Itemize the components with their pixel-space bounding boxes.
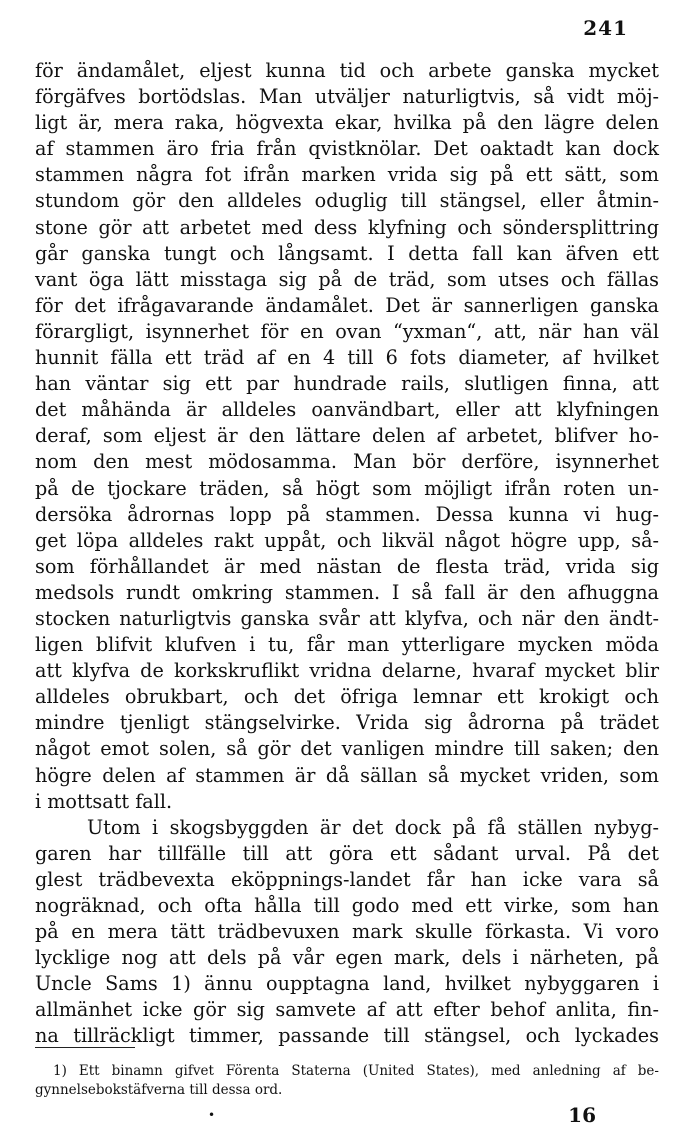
text-line: glest trädbevexta eköppnings-landet får han icke vara så bbox=[35, 867, 659, 891]
text-line: lycklige nog att dels på vår egen mark, dels i närheten, på bbox=[35, 946, 659, 970]
text-line: på en mera tätt trädbevuxen mark skulle förkasta. Vi voro bbox=[35, 920, 659, 944]
text-line: Uncle Sams 1) ännu oupptagna land, hvilket nybyggaren i bbox=[35, 972, 659, 996]
text-line: högre delen af stammen är då sällan så mycket vriden, som bbox=[35, 763, 659, 787]
footnote-divider bbox=[35, 1047, 135, 1048]
footnote-line: 1) Ett binamn gifvet Förenta Staterna (United States), med anledning af be- bbox=[53, 1063, 659, 1079]
text-line: allmänhet icke gör sig samvete af att efter behof anlita, fin- bbox=[35, 998, 659, 1022]
text-line: stocken naturligtvis ganska svår att klyfva, och när den ändt- bbox=[35, 606, 659, 630]
paragraph-first-line: Utom i skogsbyggden är det dock på få ställen nybyg- bbox=[87, 815, 659, 839]
text-line: af stammen äro fria från qvistknölar. Det oaktadt kan dock bbox=[35, 137, 659, 161]
text-line: förgäfves bortödslas. Man utväljer naturligtvis, så vidt möj- bbox=[35, 85, 659, 109]
text-line: ligen blifvit klufven i tu, får man ytterligare mycken möda bbox=[35, 633, 659, 657]
text-line: na tillräckligt timmer, passande till stängsel, och lyckades bbox=[35, 1024, 659, 1048]
footnote bbox=[35, 1062, 659, 1100]
text-line: alldeles obrukbart, och det öfriga lemnar ett krokigt och bbox=[35, 685, 659, 709]
text-line: get löpa alldeles rakt uppåt, och likväl något högre upp, så- bbox=[35, 528, 659, 552]
text-line: nogräknad, och ofta hålla till godo med ett virke, som han bbox=[35, 894, 659, 917]
text-line: som förhållandet är med nästan de flesta träd, vrida sig bbox=[35, 554, 659, 578]
page-number: 241 bbox=[583, 16, 628, 40]
text-line: ligt är, mera raka, högvexta ekar, hvilka på den lägre delen bbox=[35, 111, 659, 135]
text-line: för ändamålet, eljest kunna tid och arbete ganska mycket bbox=[35, 59, 659, 82]
text-line: han väntar sig ett par hundrade rails, slutligen finna, att bbox=[35, 372, 659, 396]
text-line: på de tjockare träden, så högt som möjligt ifrån roten un- bbox=[35, 476, 659, 500]
text-line: mindre tjenligt stängselvirke. Vrida sig ådrorna på trädet bbox=[35, 711, 659, 735]
text-line: deraf, som eljest är den lättare delen af arbetet, blifver ho- bbox=[35, 424, 659, 448]
text-line: vant öga lätt misstaga sig på de träd, som utses och fällas bbox=[35, 267, 659, 291]
text-line: det måhända är alldeles oanvändbart, eller att klyfningen bbox=[35, 398, 659, 422]
text-line: hunnit fälla ett träd af en 4 till 6 fots diameter, af hvilket bbox=[35, 346, 659, 370]
text-line: stone gör att arbetet med dess klyfning och söndersplittring bbox=[35, 215, 659, 239]
paragraph-last-line: i mottsatt fall. bbox=[35, 789, 173, 813]
text-line: förargligt, isynnerhet för en ovan “yxman“, att, när han väl bbox=[35, 319, 659, 343]
text-line: att klyfva de korkskruflikt vridna delarne, hvaraf mycket blir bbox=[35, 659, 659, 683]
body-text bbox=[35, 58, 659, 1050]
text-line: stammen några fot ifrån marken vrida sig på ett sätt, som bbox=[35, 163, 659, 187]
printer-mark: • bbox=[208, 1108, 216, 1122]
text-line: något emot solen, så gör det vanligen mindre till saken; den bbox=[35, 737, 659, 761]
text-line: går ganska tungt och långsamt. I detta fall kan äfven ett bbox=[35, 241, 659, 265]
text-line: för det ifrågavarande ändamålet. Det är sannerligen ganska bbox=[35, 293, 659, 317]
text-line: dersöka ådrornas lopp på stammen. Dessa kunna vi hug- bbox=[35, 502, 659, 526]
text-line: garen har tillfälle till att göra ett sådant urval. På det bbox=[35, 841, 659, 865]
text-line: nom den mest mödosamma. Man bör derföre, isynnerhet bbox=[35, 450, 659, 474]
footnote-line: gynnelsebokstäfverna till dessa ord. bbox=[35, 1082, 283, 1098]
text-line: stundom gör den alldeles oduglig till stängsel, eller åtmin- bbox=[35, 189, 659, 213]
text-line: medsols rundt omkring stammen. I så fall är den afhuggna bbox=[35, 580, 659, 604]
signature-mark: 16 bbox=[568, 1103, 596, 1127]
